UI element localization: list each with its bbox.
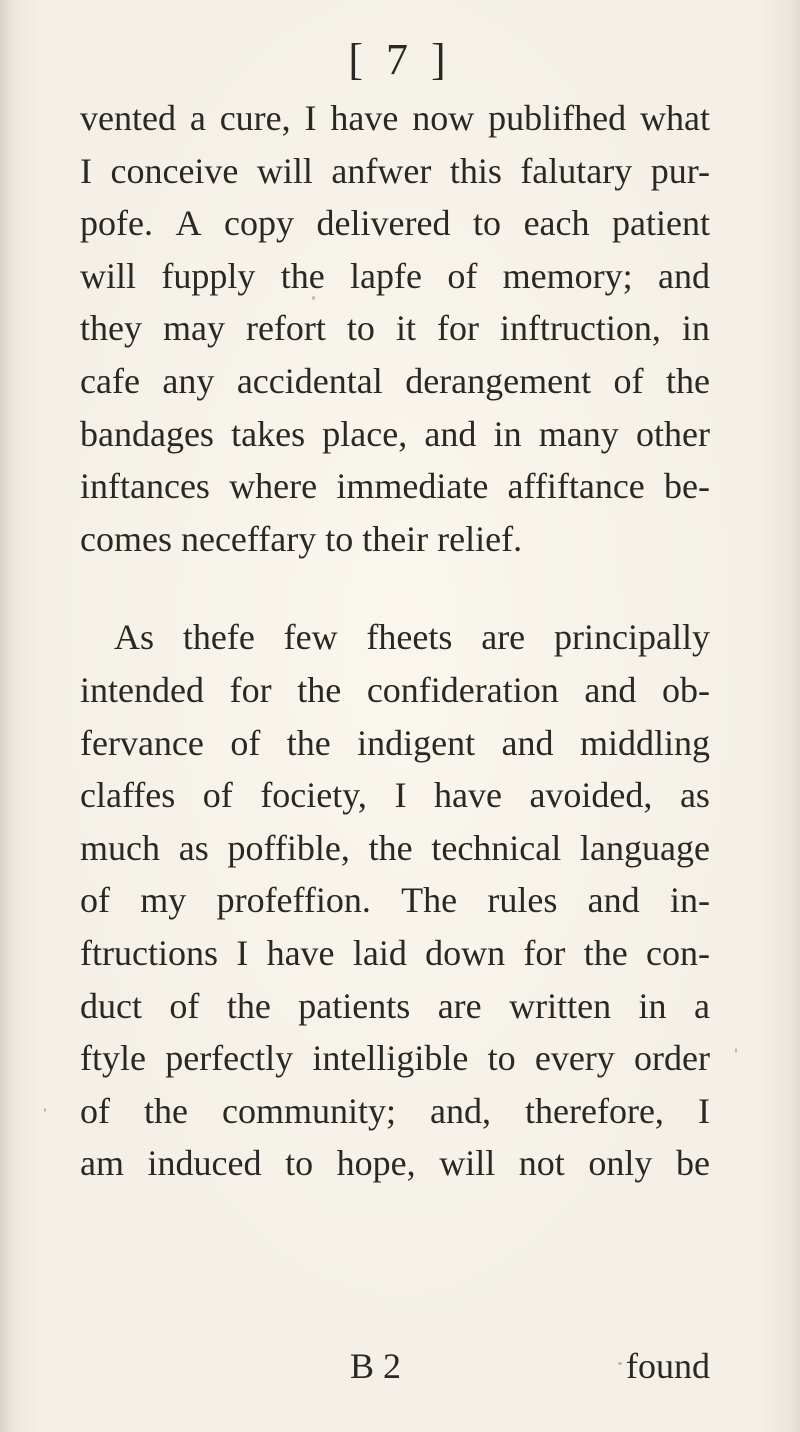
paragraph-gap xyxy=(80,565,710,611)
paper-speck xyxy=(618,1362,622,1365)
paragraph-1 xyxy=(80,92,710,565)
text-line: cafe any accidental derangement of the xyxy=(80,360,710,401)
text-line: bandages takes place, and in many other xyxy=(80,413,710,454)
text-line: inftances where immediate affiftance be- xyxy=(80,466,710,507)
text-line: they may refort to it for inftruction, in xyxy=(80,308,710,349)
text-line: duct of the patients are written in a xyxy=(80,985,710,1026)
catchword: found xyxy=(626,1346,710,1386)
text-line: pofe. A copy delivered to each patient xyxy=(80,203,710,244)
text-line: ftyle perfectly intelligible to every order xyxy=(80,1038,710,1079)
paragraph-2 xyxy=(80,611,710,1190)
text-line: claffes of fociety, I have avoided, as xyxy=(80,775,710,816)
paper-speck xyxy=(44,1108,46,1112)
page-number-header: [ 7 ] xyxy=(348,35,452,84)
text-line: As thefe few fheets are principally xyxy=(114,617,710,658)
paper-speck xyxy=(312,296,315,300)
text-line: much as poffible, the technical language xyxy=(80,827,710,868)
text-line: intended for the confideration and ob- xyxy=(80,669,710,710)
text-line: of the community; and, therefore, I xyxy=(80,1090,710,1131)
paper-speck xyxy=(735,1048,737,1053)
signature-mark: B 2 xyxy=(350,1346,402,1386)
text-line: comes neceffary to their relief. xyxy=(80,518,523,559)
text-line: will fupply the lapfe of memory; and xyxy=(80,255,710,296)
page-footer xyxy=(80,1340,710,1392)
text-line: fervance of the indigent and middling xyxy=(80,722,710,763)
body-text xyxy=(80,92,710,1190)
text-line: vented a cure, I have now publifhed what xyxy=(80,98,710,138)
text-line: ftructions I have laid down for the con- xyxy=(80,932,710,973)
text-line: am induced to hope, will not only be xyxy=(80,1143,710,1184)
text-line: I conceive will anfwer this falutary pur- xyxy=(80,150,710,191)
text-line: of my profeffion. The rules and in- xyxy=(80,880,710,921)
